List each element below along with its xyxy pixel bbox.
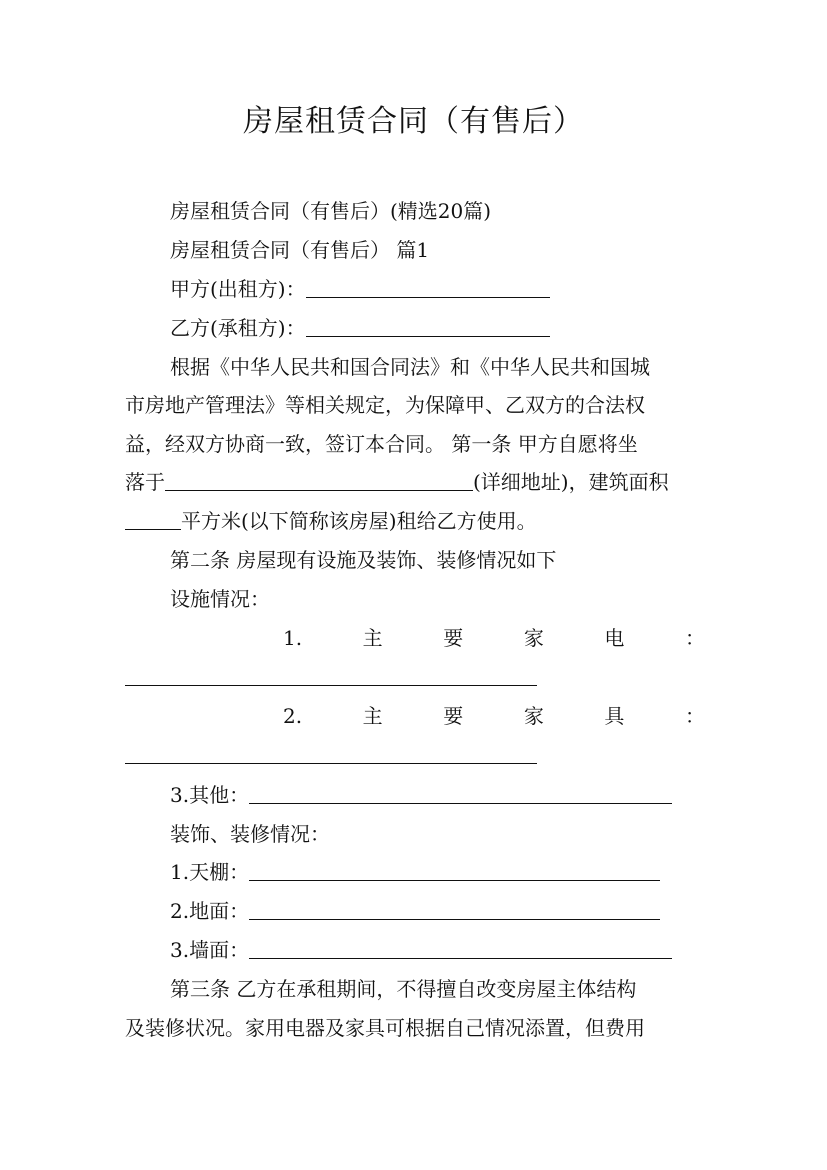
decoration-3-label: 3.墙面： [170,938,250,962]
document-subtitle: 房屋租赁合同（有售后）(精选20篇) [170,199,492,223]
facility-1-char-1: 主 [362,626,383,650]
facility-1-char-3: 家 [523,626,544,650]
facility-2-blank[interactable] [125,763,537,764]
chapter-heading: 房屋租赁合同（有售后） 篇1 [170,238,430,262]
paragraph-1-line-2: 市房地产管理法》等相关规定，为保障甲、乙双方的合法权 [125,393,645,417]
document-title: 房屋租赁合同（有售后） [243,104,584,139]
facility-2-number: 2. [283,704,303,728]
facility-1-number: 1. [283,626,303,650]
paragraph-1-line-4 [125,467,705,497]
article-3-line-1: 第三条 乙方在承租期间，不得擅自改变房屋主体结构 [170,977,637,1001]
facility-3-blank[interactable] [249,785,672,804]
facility-1-row [125,623,705,653]
facility-2-char-2: 要 [443,704,464,728]
paragraph-1-line-5 [125,506,705,536]
paragraph-1-line-3: 益，经双方协商一致，签订本合同。 第一条 甲方自愿将坐 [125,432,638,456]
decoration-1-blank[interactable] [249,862,660,881]
party-a-blank[interactable] [306,279,550,298]
area-suffix: 平方米(以下简称该房屋)租给乙方使用。 [181,509,537,533]
decoration-2-blank[interactable] [249,901,660,920]
facilities-label: 设施情况： [170,587,270,611]
article-3-line-2: 及装修状况。家用电器及家具可根据自己情况添置，但费用 [125,1016,645,1040]
decoration-2-label: 2.地面： [170,899,250,923]
article-2-heading: 第二条 房屋现有设施及装饰、装修情况如下 [170,548,557,572]
decoration-3-line [170,935,705,965]
address-prefix: 落于 [125,470,165,494]
area-blank[interactable] [125,511,181,530]
facility-1-colon: ： [684,626,705,650]
facility-1-blank[interactable] [125,685,537,686]
facility-3-label: 3.其他： [170,783,250,807]
decoration-2-line [170,896,705,926]
decoration-label: 装饰、装修情况： [170,822,330,846]
facility-1-char-4: 电 [604,626,625,650]
party-b-line [170,313,705,343]
decoration-1-label: 1.天棚： [170,860,250,884]
party-a-line [170,274,705,304]
address-blank[interactable] [165,472,473,491]
address-suffix: (详细地址)，建筑面积 [473,470,669,494]
decoration-3-blank[interactable] [249,940,672,959]
facility-1-char-2: 要 [443,626,464,650]
facility-3-line [170,780,705,810]
facility-2-char-4: 具 [604,704,625,728]
facility-2-char-1: 主 [362,704,383,728]
paragraph-1-line-1: 根据《中华人民共和国合同法》和《中华人民共和国城 [170,355,650,379]
facility-2-colon: ： [684,704,705,728]
facility-2-row [125,701,705,731]
facility-2-char-3: 家 [523,704,544,728]
party-b-label: 乙方(承租方)： [170,316,306,340]
party-a-label: 甲方(出租方)： [170,277,306,301]
party-b-blank[interactable] [306,318,550,337]
decoration-1-line [170,857,705,887]
